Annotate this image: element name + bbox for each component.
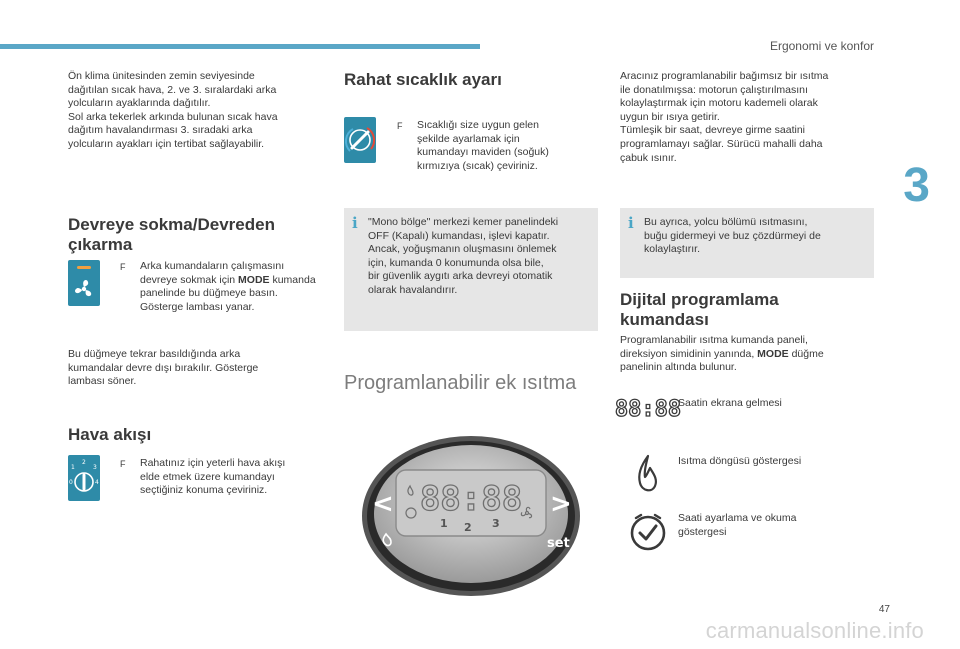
info-text: Bu ayrıca, yolcu bölümü ısıtmasını, buğu gidermeyi ve buz çözdürmeyi de kolaylaştırır. <box>644 216 821 256</box>
knob-label: 3 <box>93 464 97 471</box>
knob-label: 1 <box>71 464 75 471</box>
intro-line: dağıtılan sıcak hava, 2. ve 3. sıralardaki arka <box>68 83 277 96</box>
panel-display: 88:88 <box>419 479 523 519</box>
heading-line: çıkarma <box>68 235 133 254</box>
program-1-label: 1 <box>440 517 448 530</box>
defrost-info-box <box>620 208 874 278</box>
info-text: "Mono bölge" merkezi kemer panelindeki OFF (Kapalı) kumandası, işlevi kapatır. Ancak, yoğuşmanın oluşmasını önlemek için, kumanda 0 konumunda olsa bile, bir güvenlik aygıtı arka devreyi otomatik olarak havalandırır. <box>368 216 559 296</box>
dijital-text: Programlanabilir ısıtma kumanda paneli, direksiyon simidinin yanında, MODE düğme panelinin altında bulunur. <box>620 334 824 374</box>
svg-text:88:88: 88:88 <box>614 397 682 422</box>
dijital-heading <box>620 290 870 330</box>
airflow-knob-icon <box>68 455 100 501</box>
right-intro-text: Aracınız programlanabilir bağımsız bir ısıtma ile donatılmışsa: motorun çalıştırılmasını kolaylaştırmak için motoru kademeli olarak uygun bir ısıya getirir. Tümleşik bir saat, devreye girme saatini programlamayı sağlar. Sürücü mahalli daha çabuk ısınır. <box>620 70 829 164</box>
programlanabilir-heading: Programlanabilir ek ısıtma <box>344 372 577 394</box>
text-line: lambası söner. <box>68 375 137 388</box>
knob-label: 0 <box>69 479 73 486</box>
knob-label: 4 <box>95 479 99 486</box>
fan-mode-icon <box>68 260 100 306</box>
program-2-label: 2 <box>464 521 472 534</box>
heading-line: Dijital programlama <box>620 290 779 309</box>
bullet-text: Sıcaklığı size uygun gelen şekilde ayarlamak için kumandayı maviden (soğuk) kırmızıya (sıcak) çeviriniz. <box>417 119 549 172</box>
program-3-label: 3 <box>492 517 500 530</box>
intro-line: Sol arka tekerlek arkında bulunan sıcak hava <box>68 110 278 123</box>
flame-icon <box>634 453 660 499</box>
hava-bullet <box>120 457 320 498</box>
intro-line: Ön klima ünitesinden zemin seviyesinde <box>68 70 255 82</box>
header-accent-bar <box>0 44 480 49</box>
bullet-marker: F <box>120 262 126 272</box>
clock-check-icon <box>628 512 668 552</box>
mono-zone-info-box <box>344 208 598 331</box>
intro-line: dağıtım havalandırması 3. sıradaki arka <box>68 124 253 137</box>
bullet-marker: F <box>120 459 126 469</box>
left-arrow-button: < <box>372 489 394 519</box>
rahat-bullet <box>397 119 587 173</box>
knob-label: 2 <box>82 459 86 466</box>
chapter-number: 3 <box>903 159 930 212</box>
page-number: 47 <box>878 604 890 615</box>
intro-line: yolcuların ayaklarında dağıtılır. <box>68 97 211 110</box>
temperature-knob-icon <box>344 117 376 163</box>
devreye-after-text <box>68 348 308 389</box>
heading-line: kumandası <box>620 310 709 329</box>
watermark-text: carmanualsonline.info <box>705 618 924 643</box>
info-icon: i <box>628 214 634 232</box>
hava-heading: Hava akışı <box>68 425 152 444</box>
heading-line: Devreye sokma/Devreden <box>68 215 275 234</box>
devreye-bullet <box>120 260 320 314</box>
intro-line: yolcuların ayakları için tertibat sağlayabilir. <box>68 137 265 150</box>
rahat-heading: Rahat sıcaklık ayarı <box>344 70 502 89</box>
right-arrow-button: > <box>550 489 572 519</box>
bullet-text: Arka kumandaların çalışmasını devreye sokmak için MODE kumanda panelinde bu düğmeye basın. Gösterge lambası yanar. <box>140 260 316 313</box>
info-icon: i <box>352 214 358 232</box>
clock-display-icon <box>614 392 682 424</box>
section-title: Ergonomi ve konfor <box>769 39 874 53</box>
set-button: set <box>547 536 570 551</box>
text-line: kumandalar devre dışı bırakılır. Gösterge <box>68 361 259 374</box>
devreye-heading <box>68 215 318 255</box>
legend-label-flame: Isıtma döngüsü göstergesi <box>678 455 802 467</box>
bullet-marker: F <box>397 121 403 131</box>
legend-label-clock: Saatin ekrana gelmesi <box>678 397 782 409</box>
bullet-text: Rahatınız için yeterli hava akışı elde etmek üzere kumandayı seçtiğiniz konuma çeviriniz. <box>140 457 286 497</box>
text-line: Bu düğmeye tekrar basıldığında arka <box>68 348 241 360</box>
heater-control-panel <box>344 430 598 602</box>
intro-text <box>68 70 308 152</box>
legend-label-clock-set: Saati ayarlama ve okuma göstergesi <box>678 512 797 538</box>
